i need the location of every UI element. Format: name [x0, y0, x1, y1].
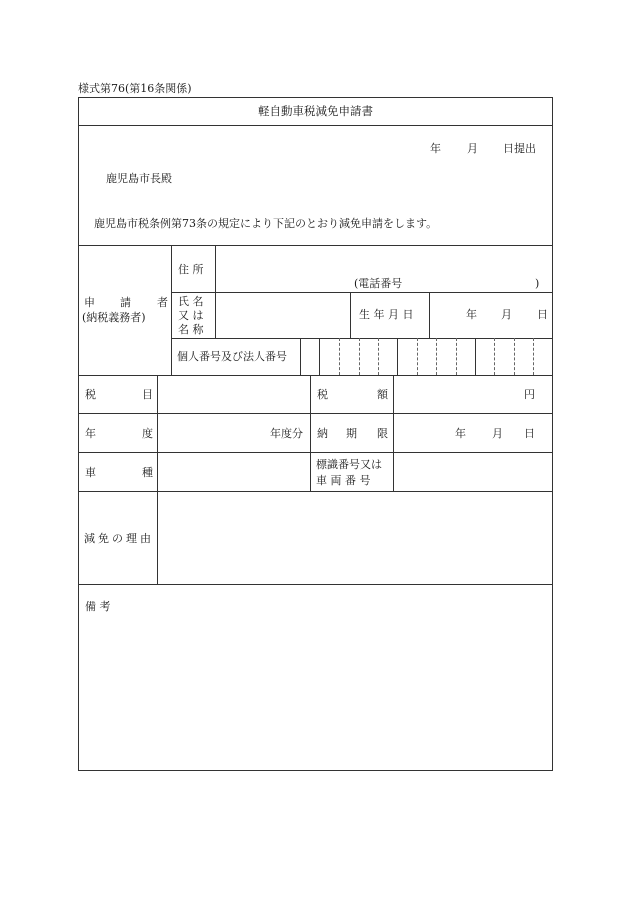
due-date-day: 日	[524, 427, 535, 440]
due-date-year: 年	[455, 427, 466, 440]
name-label-line-1: 氏 名	[178, 295, 204, 308]
address-bottom-line	[171, 292, 552, 293]
row-line-4	[78, 584, 552, 585]
plate-label-line-2: 車 両 番 号	[316, 474, 371, 487]
plate-label-line-1: 標識番号又は	[316, 458, 382, 471]
fiscal-year-label-char-1: 年	[85, 427, 96, 440]
tax-item-label-char-2: 目	[142, 388, 153, 401]
id-cell-dash-5	[436, 338, 437, 375]
id-cell-dash-2	[359, 338, 360, 375]
applicant-top-line	[78, 245, 552, 246]
due-date-label-char-3: 限	[377, 427, 388, 440]
date-month-label: 月	[467, 142, 478, 155]
vehicle-type-label-char-1: 車	[85, 466, 96, 479]
id-cell-dash-3	[378, 338, 379, 375]
phone-label: (電話番号	[354, 277, 403, 290]
due-date-month: 月	[492, 427, 503, 440]
name-label-line-2: 又 は	[178, 309, 204, 322]
tax-amount-label-char-2: 額	[377, 388, 388, 401]
row-line-1	[78, 413, 552, 414]
row-line-3	[78, 491, 552, 492]
form-title: 軽自動車税減免申請書	[258, 104, 373, 118]
name-label-line-3: 名 称	[178, 323, 204, 336]
id-cell-border-3	[397, 338, 398, 375]
lower-right-divider	[393, 375, 394, 492]
id-cell-border-2	[319, 338, 320, 375]
remarks-label: 備 考	[85, 600, 111, 613]
applicant-label-char-3: 者	[157, 296, 168, 309]
id-cell-dash-6	[456, 338, 457, 375]
date-year-label: 年	[430, 142, 441, 155]
birth-year-label: 年	[466, 308, 477, 321]
address-label: 住 所	[178, 263, 204, 276]
row-line-2	[78, 452, 552, 453]
applicant-label-sub: (納税義務者)	[82, 311, 146, 324]
statement: 鹿児島市税条例第73条の規定により下記のとおり減免申請をします。	[94, 217, 438, 230]
fiscal-year-suffix: 年度分	[270, 427, 303, 440]
id-cell-dash-4	[417, 338, 418, 375]
date-submitted-label: 日提出	[503, 142, 536, 155]
id-cell-dash-8	[514, 338, 515, 375]
birth-month-label: 月	[501, 308, 512, 321]
tax-amount-unit: 円	[524, 388, 535, 401]
vehicle-type-label-char-2: 種	[142, 466, 153, 479]
birth-day-label: 日	[537, 308, 548, 321]
id-cell-dash-1	[339, 338, 340, 375]
title-divider	[78, 125, 552, 126]
due-date-label-char-2: 期	[346, 427, 357, 440]
applicant-label-char-2: 請	[120, 296, 131, 309]
form-number: 様式第76(第16条関係)	[78, 82, 192, 95]
id-cell-dash-7	[494, 338, 495, 375]
tax-amount-label-char-1: 税	[317, 388, 328, 401]
lower-label-divider	[157, 375, 158, 584]
birth-label: 生 年 月 日	[359, 308, 414, 321]
lower-mid-divider	[310, 375, 311, 492]
reason-label: 減免の理由	[84, 532, 154, 545]
due-date-label-char-1: 納	[317, 427, 328, 440]
id-cell-border-4	[475, 338, 476, 375]
applicant-label-char-1: 申	[84, 296, 95, 309]
fiscal-year-label-char-2: 度	[142, 427, 153, 440]
id-cell-border-1	[300, 338, 301, 375]
tax-item-label-char-1: 税	[85, 388, 96, 401]
birth-right-divider	[429, 292, 430, 338]
applicant-label-divider	[171, 245, 172, 375]
addressee: 鹿児島市長殿	[106, 172, 172, 185]
phone-close: )	[535, 277, 540, 290]
id-cell-dash-9	[533, 338, 534, 375]
birth-left-divider	[350, 292, 351, 338]
id-number-label: 個人番号及び法人番号	[177, 350, 287, 363]
applicant-bottom-line	[78, 375, 552, 376]
